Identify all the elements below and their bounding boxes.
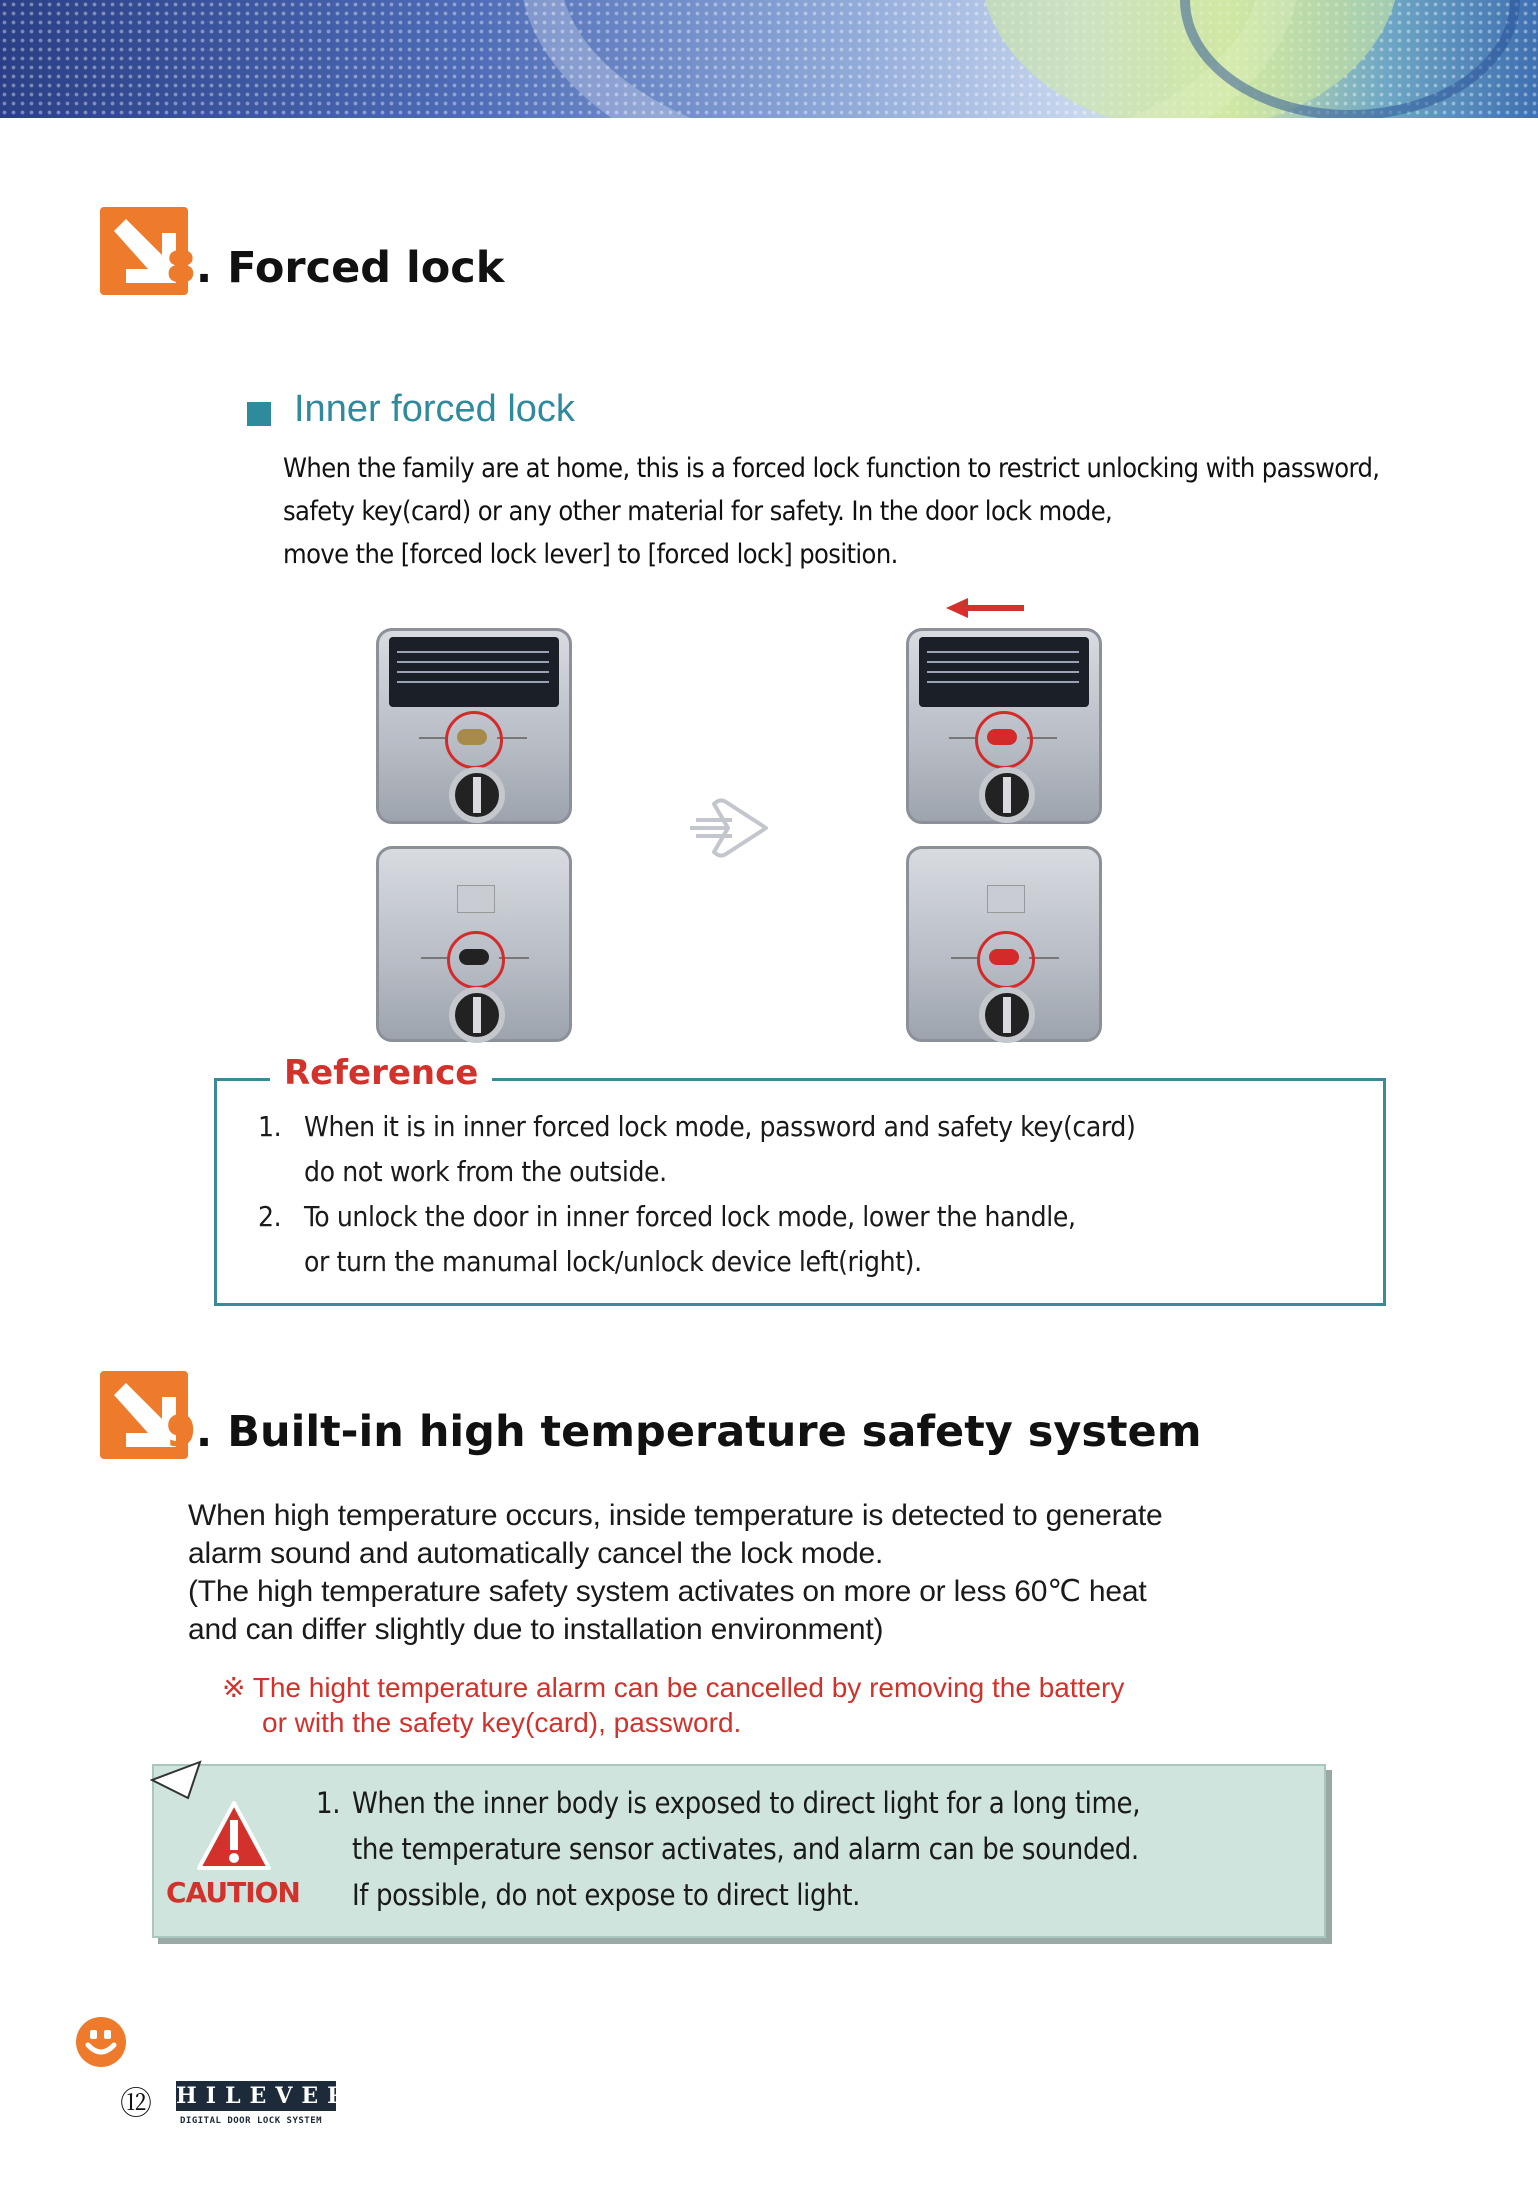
brand-logo: HILEVER: [176, 2083, 355, 2109]
page-number: ⑫: [120, 2085, 153, 2121]
paragraph-line: When high temperature occurs, inside temperature is detected to generate: [188, 1499, 1163, 1532]
lock-bottom-after: [906, 846, 1102, 1042]
arrow-right-outline-icon: [686, 794, 772, 862]
subheading-inner-forced-lock: Inner forced lock: [294, 388, 575, 430]
paragraph-line: (The high temperature safety system activates on more or less 60℃ heat: [188, 1575, 1147, 1608]
caution-label: CAUTION: [166, 1876, 300, 1909]
caution-line: the temperature sensor activates, and alarm can be sounded.: [352, 1832, 1139, 1866]
lock-bottom-before: [376, 846, 572, 1042]
caution-line: If possible, do not expose to direct light.: [352, 1878, 861, 1912]
note-line: ※ The hight temperature alarm can be cancelled by removing the battery: [222, 1672, 1125, 1703]
section-9-title: [166, 1407, 1202, 1457]
reference-title: Reference: [270, 1053, 492, 1093]
corner-triangle-icon: [150, 1760, 202, 1800]
section-9-note: [222, 1670, 1382, 1740]
warning-triangle-icon: [196, 1800, 272, 1872]
caution-item: [316, 1780, 1316, 1918]
section-8-title-text: . Forced lock: [195, 243, 505, 293]
reference-line: To unlock the door in inner forced lock mode, lower the handle,: [304, 1200, 1076, 1233]
paragraph-line: and can differ slightly due to installation environment): [188, 1613, 884, 1646]
paragraph-line: safety key(card) or any other material for safety. In the door lock mode,: [283, 496, 1113, 527]
reference-item-number: 1.: [258, 1110, 282, 1143]
smiley-icon: [74, 2015, 128, 2069]
paragraph-line: When the family are at home, this is a forced lock function to restrict unlocking with password,: [283, 453, 1380, 484]
section-9-title-text: . Built-in high temperature safety system: [195, 1407, 1202, 1457]
lock-top-before: [376, 628, 572, 824]
paragraph-line: move the [forced lock lever] to [forced lock] position.: [283, 539, 898, 570]
reference-line: or turn the manumal lock/unlock device left(right).: [304, 1245, 922, 1278]
reference-item-number: 2.: [258, 1200, 282, 1233]
reference-line: do not work from the outside.: [304, 1155, 667, 1188]
reference-list: [258, 1104, 1358, 1284]
section-8-title: [166, 243, 504, 293]
section-9-paragraph: [188, 1497, 1388, 1649]
section-8-paragraph: [283, 447, 1443, 576]
caution-item-number: 1.: [316, 1786, 341, 1820]
reference-item: [258, 1194, 1358, 1284]
caution-text: [316, 1780, 1316, 1918]
reference-line: When it is in inner forced lock mode, password and safety key(card): [304, 1110, 1136, 1143]
paragraph-line: alarm sound and automatically cancel the lock mode.: [188, 1537, 884, 1570]
note-line: or with the safety key(card), password.: [262, 1707, 742, 1738]
section-9-number: 9: [166, 1407, 196, 1457]
arrow-left-red-icon: [946, 596, 1026, 620]
subheading-bullet: [247, 402, 271, 426]
caution-line: When the inner body is exposed to direct light for a long time,: [352, 1786, 1141, 1820]
header-banner: [0, 0, 1538, 118]
section-8-number: 8: [166, 243, 196, 293]
brand-subtitle: DIGITAL DOOR LOCK SYSTEM: [180, 2116, 323, 2126]
lock-top-after: [906, 628, 1102, 824]
reference-item: [258, 1104, 1358, 1194]
